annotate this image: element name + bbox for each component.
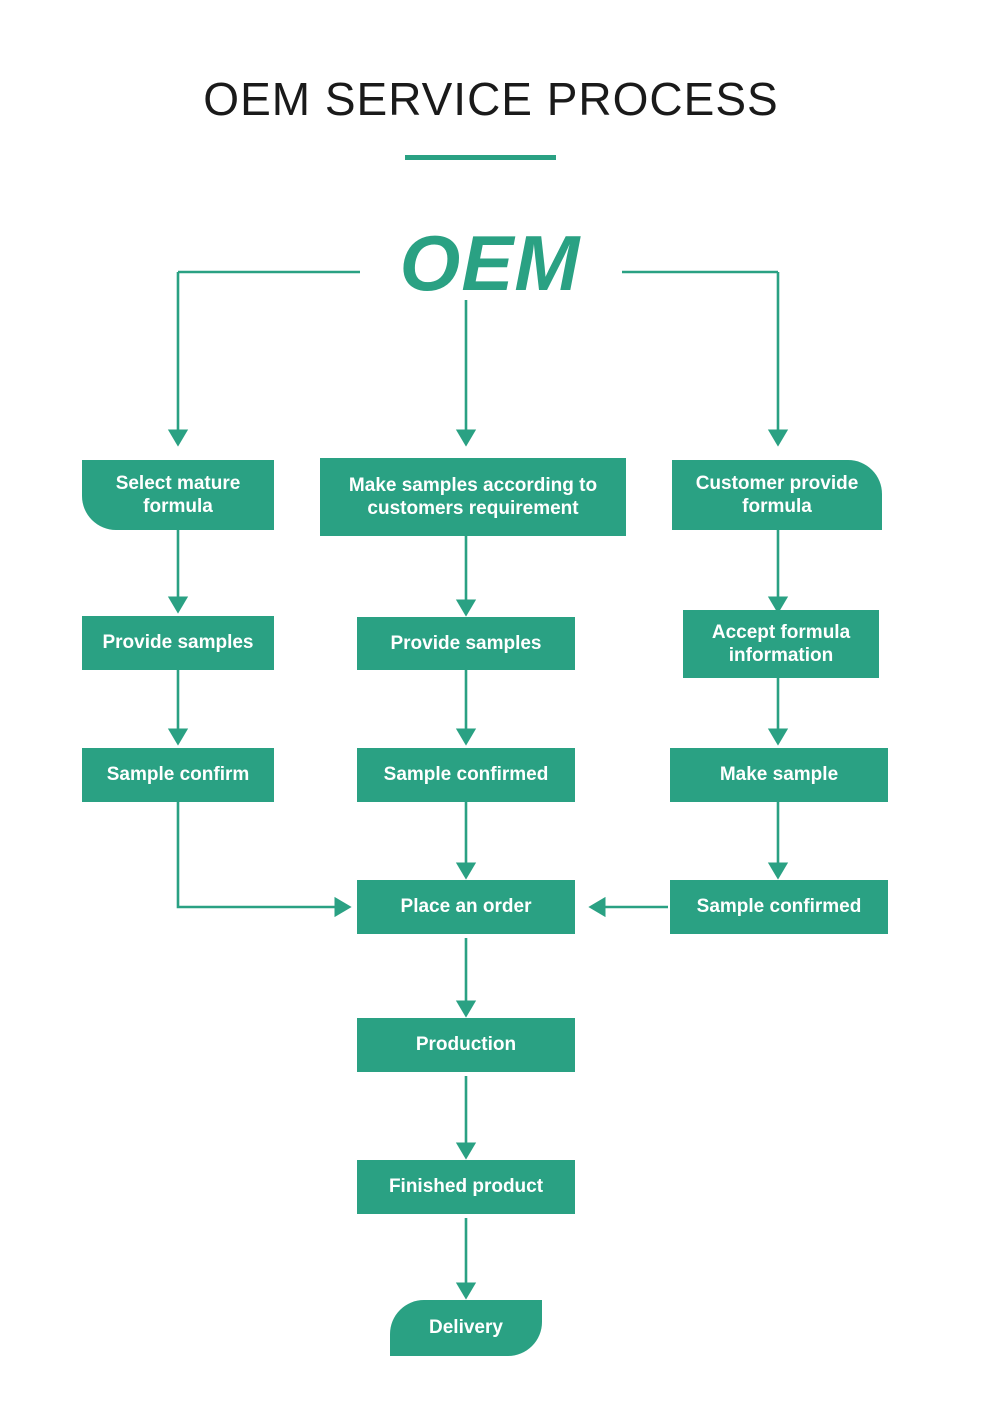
- node-label: Provide samples: [102, 632, 254, 654]
- node-make-sample: [670, 748, 888, 802]
- page-title: OEM SERVICE PROCESS: [203, 73, 779, 125]
- node-accept-formula-information: [683, 610, 879, 678]
- node-label: Sample confirmed: [696, 896, 862, 918]
- node-center-sample-confirmed: [357, 748, 575, 802]
- node-label: Place an order: [400, 896, 532, 918]
- node-label: Customer provide formula: [695, 472, 859, 517]
- node-label: Delivery: [429, 1317, 503, 1339]
- node-label: Provide samples: [390, 632, 542, 654]
- node-label: Accept formula information: [711, 621, 851, 666]
- node-left-provide-samples: [82, 616, 274, 670]
- node-finished-product: [357, 1160, 575, 1214]
- node-delivery: [390, 1300, 542, 1356]
- node-make-samples-requirement: [320, 458, 626, 536]
- node-production: [357, 1018, 575, 1072]
- node-label: Production: [415, 1034, 517, 1056]
- node-label: Make sample: [719, 764, 839, 786]
- node-place-an-order: [357, 880, 575, 934]
- node-label: Select mature formula: [115, 472, 241, 517]
- node-left-sample-confirm: [82, 748, 274, 802]
- brand-word: OEM: [399, 219, 581, 307]
- node-center-provide-samples: [357, 617, 575, 670]
- node-select-mature-formula: [82, 460, 274, 530]
- node-label: Sample confirm: [106, 764, 250, 786]
- node-label: Finished product: [388, 1176, 544, 1198]
- node-right-sample-confirmed: [670, 880, 888, 934]
- node-label: Make samples according to customers requirement: [348, 474, 598, 519]
- node-customer-provide-formula: [672, 460, 882, 530]
- node-label: Sample confirmed: [383, 764, 549, 786]
